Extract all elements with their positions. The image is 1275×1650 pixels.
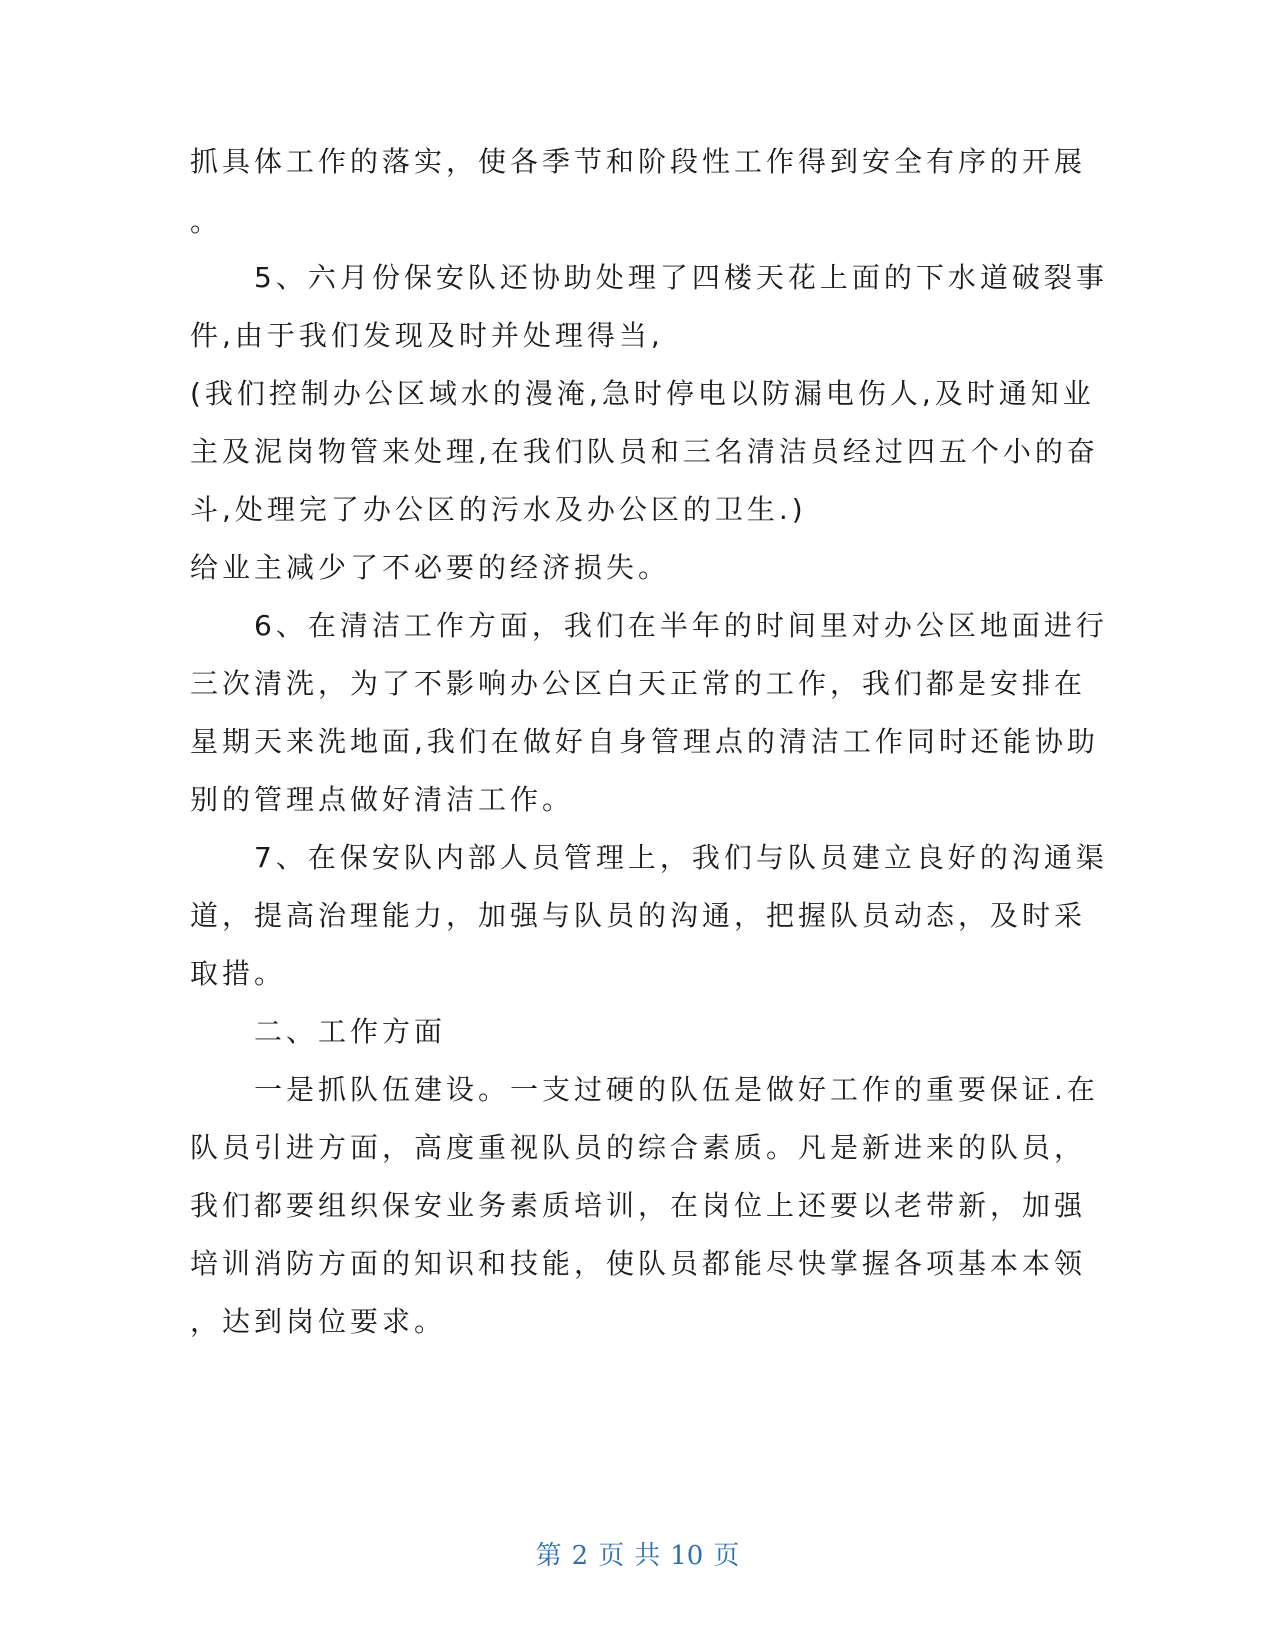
body-line: 道，提高治理能力，加强与队员的沟通，把握队员动态，及时采 bbox=[190, 899, 1087, 932]
body-line: 主及泥岗物管来处理,在我们队员和三名清洁员经过四五个小的奋 bbox=[190, 435, 1099, 468]
body-line: 队员引进方面，高度重视队员的综合素质。凡是新进来的队员， bbox=[190, 1131, 1087, 1164]
body-line: 取措。 bbox=[190, 957, 287, 990]
body-line: 星期天来洗地面,我们在做好自身管理点的清洁工作同时还能协助 bbox=[190, 725, 1099, 758]
body-line: 培训消防方面的知识和技能，使队员都能尽快掌握各项基本本领 bbox=[190, 1247, 1087, 1280]
body-line: ，达到岗位要求。 bbox=[190, 1305, 447, 1338]
body-line: 别的管理点做好清洁工作。 bbox=[190, 783, 575, 816]
footer-page-number: 2 bbox=[571, 1541, 589, 1571]
footer-prefix: 第 bbox=[535, 1541, 562, 1571]
body-line: 5、六月份保安队还协助处理了四楼天花上面的下水道破裂事 bbox=[190, 261, 1108, 294]
body-line: 一是抓队伍建设。一支过硬的队伍是做好工作的重要保证.在 bbox=[190, 1073, 1099, 1106]
body-line: (我们控制办公区域水的漫淹,急时停电以防漏电伤人,及时通知业 bbox=[190, 377, 1095, 410]
footer-total-pages: 10 bbox=[670, 1541, 704, 1571]
body-line: 6、在清洁工作方面，我们在半年的时间里对办公区地面进行 bbox=[190, 609, 1108, 642]
footer-total-unit: 页 bbox=[713, 1541, 740, 1571]
section-heading: 二、工作方面 bbox=[190, 1015, 447, 1048]
body-line: 抓具体工作的落实，使各季节和阶段性工作得到安全有序的开展 bbox=[190, 145, 1087, 178]
body-line: 件,由于我们发现及时并处理得当, bbox=[190, 319, 664, 352]
body-line: 。 bbox=[190, 205, 223, 238]
body-line: 给业主减少了不必要的经济损失。 bbox=[190, 551, 671, 584]
body-line: 我们都要组织保安业务素质培训，在岗位上还要以老带新，加强 bbox=[190, 1189, 1087, 1222]
body-line: 三次清洗，为了不影响办公区白天正常的工作，我们都是安排在 bbox=[190, 667, 1087, 700]
body-line: 7、在保安队内部人员管理上，我们与队员建立良好的沟通渠 bbox=[190, 841, 1108, 874]
body-line: 斗,处理完了办公区的污水及办公区的卫生.) bbox=[190, 493, 807, 526]
footer-total-prefix: 共 bbox=[634, 1541, 661, 1571]
page-footer bbox=[0, 1538, 1275, 1574]
footer-page-unit: 页 bbox=[598, 1541, 625, 1571]
